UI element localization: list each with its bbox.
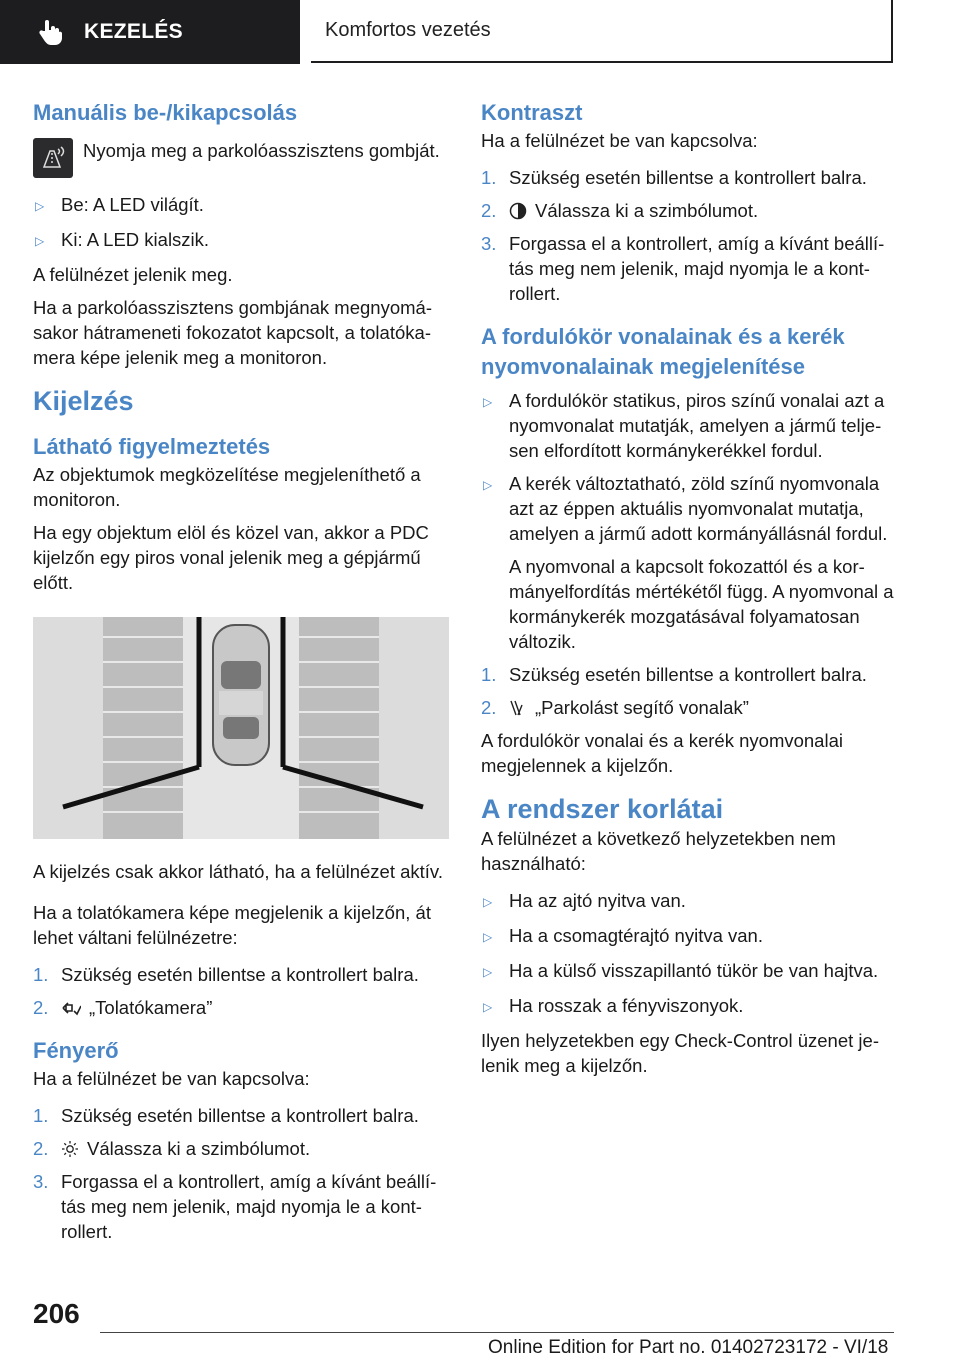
footer-divider	[100, 1332, 894, 1333]
list-item: ▷ Ha a külső visszapillantó tükör be van hajtva.	[481, 958, 897, 985]
triangle-bullet-icon: ▷	[483, 395, 493, 409]
paragraph: Ha a felülnézet be van kapcsolva:	[481, 130, 758, 151]
triangle-bullet-icon: ▷	[483, 1000, 493, 1014]
step-item: 2. Válassza ki a szimbólumot.	[481, 200, 759, 221]
step-item: 1. Szükség esetén billentse a kontrollert balra.	[33, 964, 419, 985]
heading-lathato: Látható figyelmeztetés	[33, 434, 271, 459]
step-item: 2. „Tolatókamera”	[33, 997, 213, 1018]
button-instruction	[33, 138, 449, 178]
edition-text: Online Edition for Part no. 01402723172 - VI/18	[488, 1337, 889, 1358]
button-instruction-text: Nyomja meg a parkolóasszisztens gombját.	[83, 140, 440, 161]
heading-kijelzes: Kijelzés	[33, 386, 134, 416]
triangle-bullet-icon: ▷	[35, 234, 45, 248]
section-title: KEZELÉS	[84, 20, 183, 43]
step-item: 3. Forgassa el a kontrollert, amíg a kívánt beállítás meg nem jelenik, majd nyomja le a kontrollert.	[33, 1171, 437, 1242]
heading-manual: Manuális be-/kikapcsolás	[33, 100, 298, 125]
left-column	[33, 98, 449, 1252]
paragraph: Ha a felülnézet be van kapcsolva:	[33, 1068, 310, 1089]
step-item: 2. „Parkolást segítő vonalak”	[481, 697, 749, 718]
step-item: 1. Szükség esetén billentse a kontrollert balra.	[481, 167, 867, 188]
step-item: 1. Szükség esetén billentse a kontrollert balra.	[33, 1105, 419, 1126]
paragraph: Ilyen helyzetekben egy Check-Control üzenet jelenik meg a kijelzőn.	[481, 1030, 879, 1076]
page-number: 206	[33, 1298, 80, 1329]
heading-kontraszt: Kontraszt	[481, 100, 583, 125]
triangle-bullet-icon: ▷	[483, 930, 493, 944]
chapter-tab	[311, 0, 893, 63]
top-view-parking-image	[33, 617, 449, 839]
step-item: 2. Válassza ki a szimbólumot.	[33, 1138, 311, 1159]
right-column	[481, 98, 897, 1086]
paragraph: Ha egy objektum elöl és közel van, akkor a PDC kijelzőn egy piros vonal jelenik meg a gépjármű előtt.	[33, 522, 429, 593]
step-item: 3. Forgassa el a kontrollert, amíg a kívánt beállítás meg nem jelenik, majd nyomja le a kontrollert.	[481, 233, 885, 304]
triangle-bullet-icon: ▷	[35, 199, 45, 213]
paragraph: Ha a parkolóasszisztens gombjának megnyomásakor hátrameneti fokozatot kapcsolt, a tolatókamera képe jelenik meg a monitoron.	[33, 297, 432, 368]
hand-pointer-icon	[36, 17, 66, 47]
list-item: ▷ Ha rosszak a fényviszonyok.	[481, 993, 897, 1020]
list-item: ▷ A kerék változtatható, zöld színű nyomvonala azt az éppen aktuális nyomvonalat mutatja, amelyen a jármű adott kormányállásnál fordul.	[483, 473, 888, 544]
triangle-bullet-icon: ▷	[483, 965, 493, 979]
section-tab	[0, 0, 300, 64]
paragraph: A felülnézet a következő helyzetekben nem használható:	[481, 828, 836, 874]
heading-korlatai: A rendszer korlátai	[481, 794, 724, 824]
list-item: ▷ Be: A LED világít.	[33, 192, 449, 219]
heading-fenyero: Fényerő	[33, 1038, 119, 1063]
list-item: ▷ Ha az ajtó nyitva van.	[481, 888, 897, 915]
list-item: ▷ Ha a csomagtérajtó nyitva van.	[481, 923, 897, 950]
paragraph: Az objektumok megközelítése megjeleníthető a monitoron.	[33, 464, 421, 510]
chapter-title: Komfortos vezetés	[325, 19, 491, 41]
step-item: 1. Szükség esetén billentse a kontrollert balra.	[481, 664, 867, 685]
park-assist-button-icon	[33, 138, 73, 178]
list-item: ▷ Ki: A LED kialszik.	[33, 227, 449, 254]
contrast-icon	[509, 202, 527, 220]
list-item: ▷ A fordulókör statikus, piros színű vonalai azt a nyomvonalat mutatják, amelyen a jármű teljesen elfordított kormánykerékkel fordul.	[483, 390, 885, 461]
paragraph: A felülnézet jelenik meg.	[33, 264, 233, 285]
image-caption: A kijelzés csak akkor látható, ha a felülnézet aktív.	[33, 861, 443, 882]
triangle-bullet-icon: ▷	[483, 478, 493, 492]
brightness-icon	[61, 1140, 79, 1158]
paragraph: A fordulókör vonalai és a kerék nyomvonalai megjelennek a kijelzőn.	[481, 730, 843, 776]
rear-camera-icon	[61, 999, 81, 1017]
paragraph: Ha a tolatókamera képe megjelenik a kijelzőn, át lehet váltani felülnézetre:	[33, 902, 431, 948]
heading-fordulo: A fordulókör vonalainak és a kerék nyomvonalainak megjelenítése	[481, 324, 845, 379]
paragraph: A nyomvonal a kapcsolt fokozattól és a kormányelfordítás mértékétől függ. A nyomvonal a kormánykerék mozgatásával folyamatosan változik.	[509, 556, 894, 652]
triangle-bullet-icon: ▷	[483, 895, 493, 909]
parking-lines-icon	[509, 699, 527, 717]
